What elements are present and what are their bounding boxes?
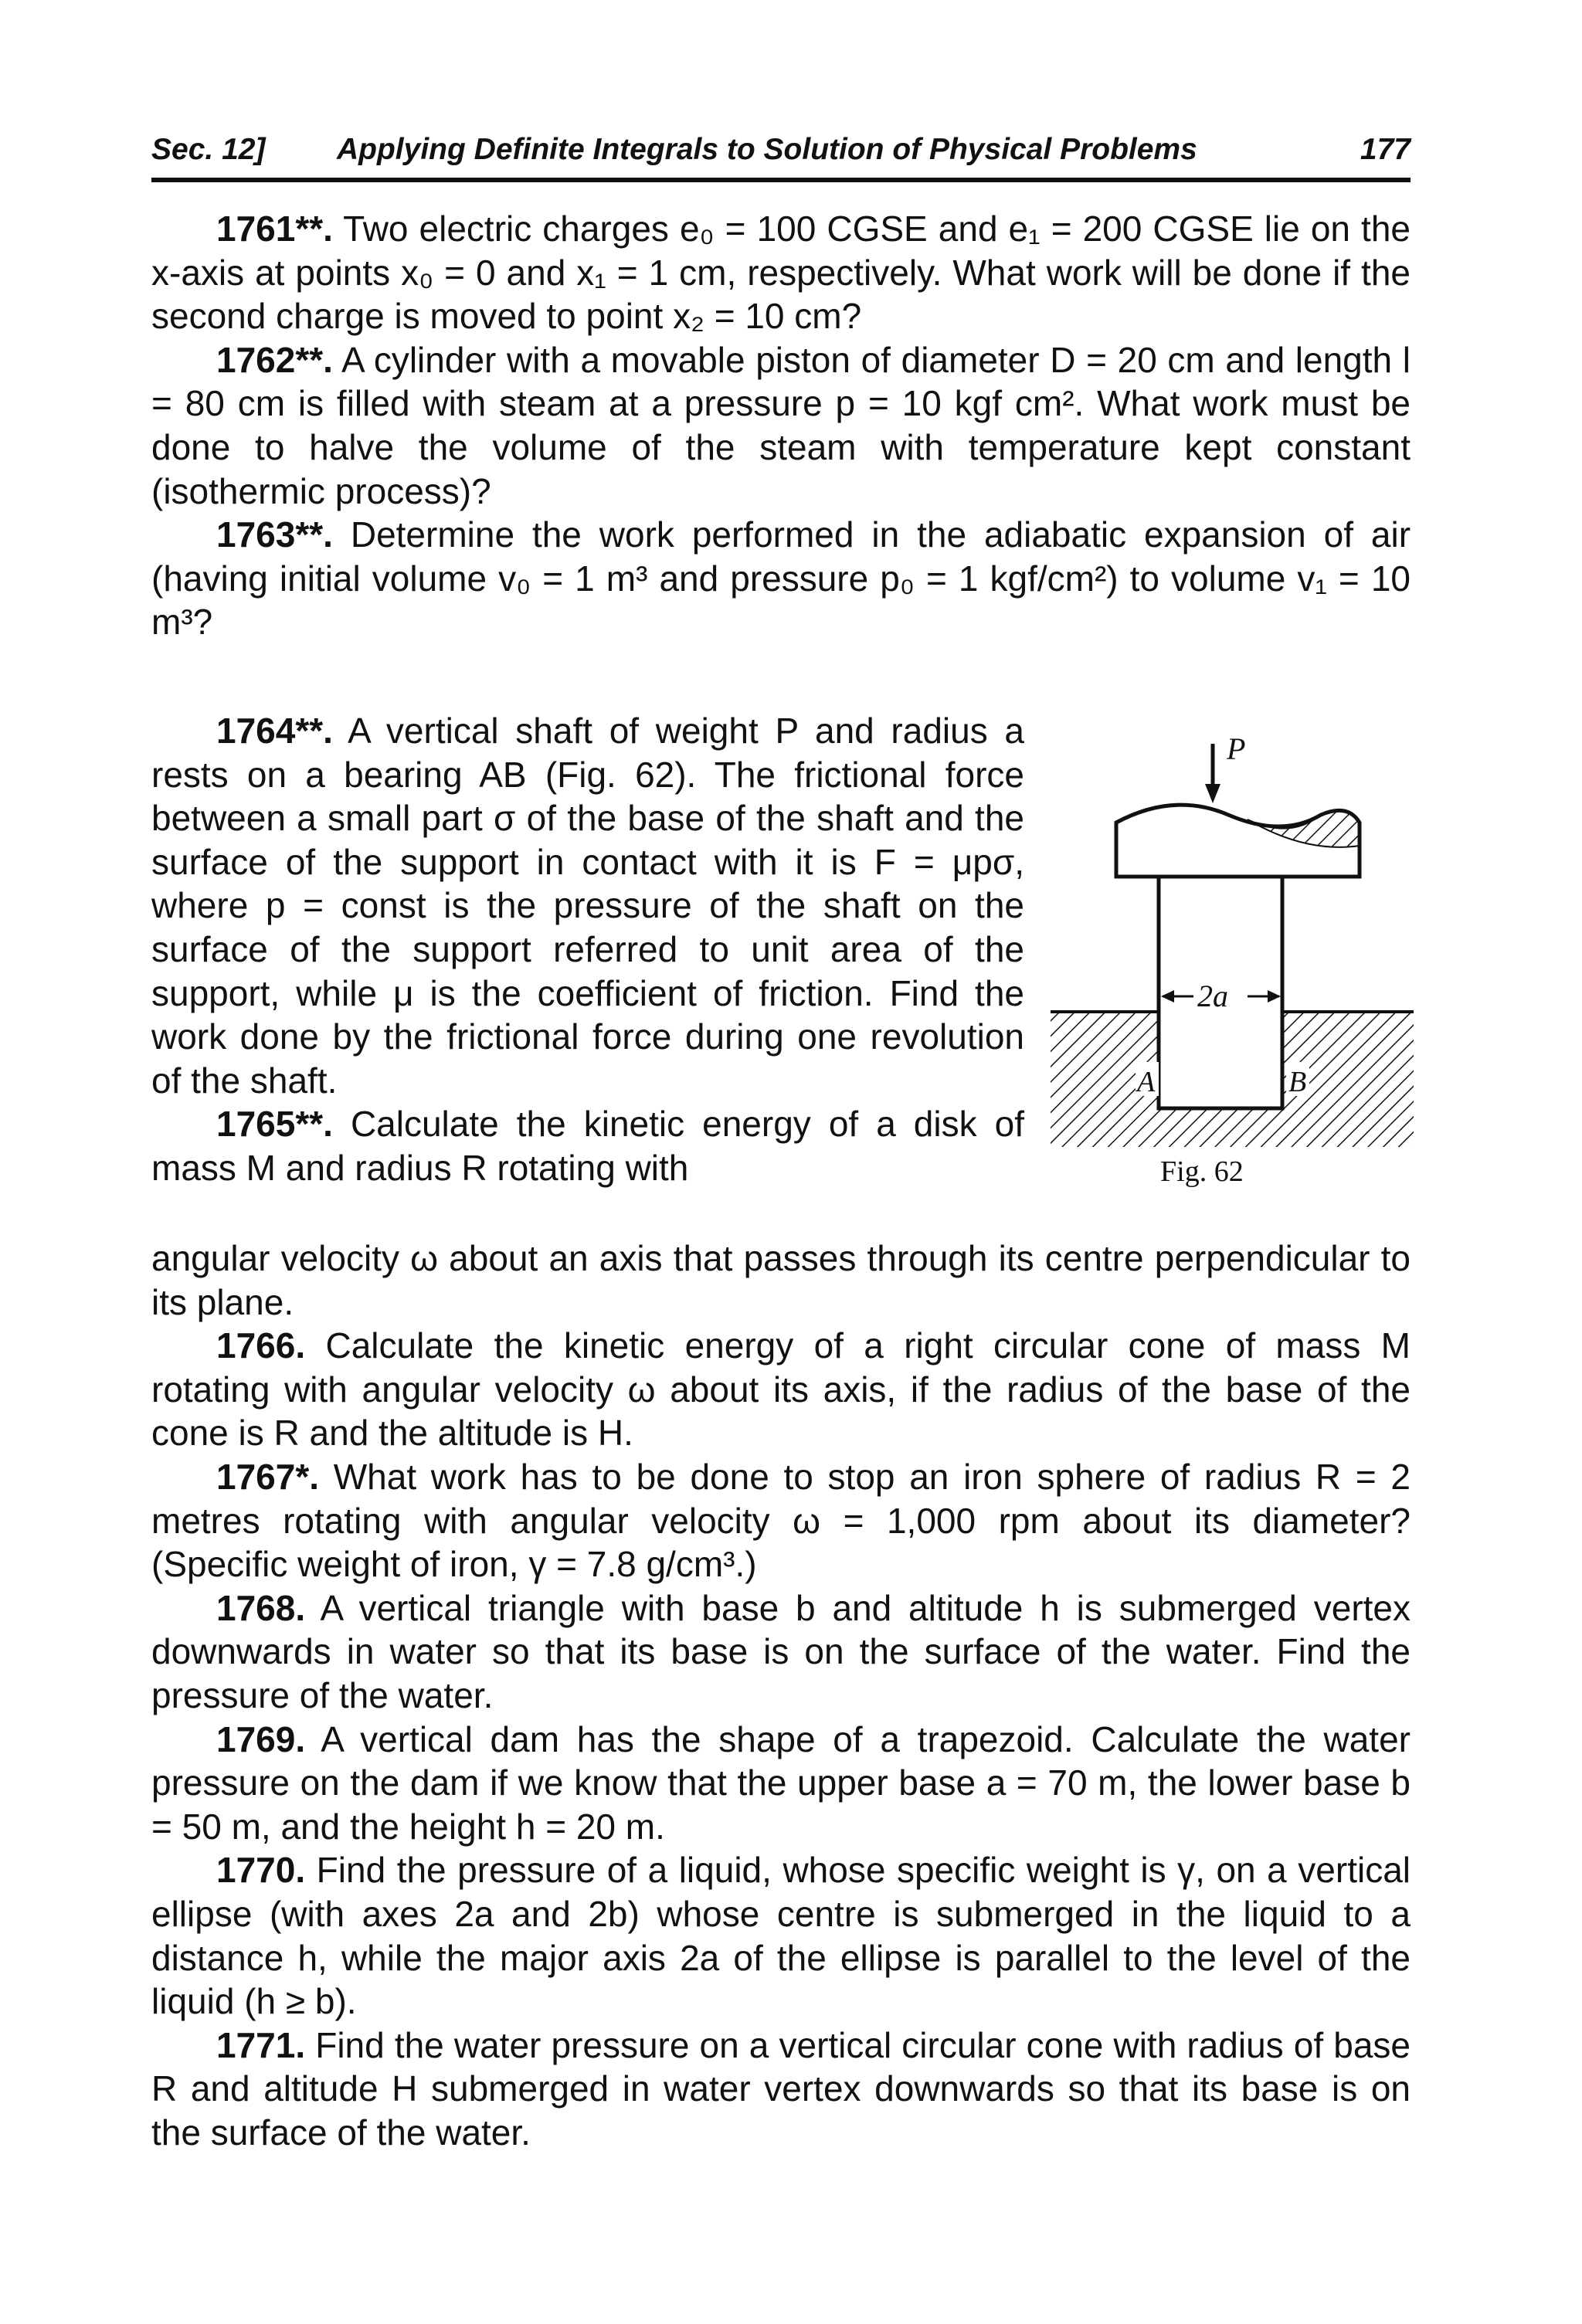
problem-number: 1769. [216,1718,306,1759]
problem-text: angular velocity ω about an axis that passes through its centre perpendicular to its plane. [151,1238,1411,1322]
problem-number: 1767*. [216,1456,320,1497]
problem-number: 1770. [216,1850,306,1891]
problem-1764 [151,709,1024,1102]
problem-text: A cylinder with a movable piston of diameter D = 20 cm and length l = 80 cm is filled with steam at a pressure p = 10 kgf cm². What work must be done to halve the volume of the steam with temperature kept constant (isothermic process)? [151,339,1411,511]
page-header [151,133,1411,170]
problem-1771 [151,2024,1411,2155]
problem-number: 1766. [216,1325,306,1366]
problems-block-beside-figure [151,709,1024,1190]
bearing-under-hatch [1159,1108,1282,1147]
problem-text: Find the water pressure on a vertical circular cone with radius of base R and altitude H submerged in water vertex downwards so that its base is on the surface of the water. [151,2024,1411,2153]
problem-number: 1763**. [216,514,333,555]
problem-text: A vertical triangle with base b and altitude h is submerged vertex downwards in water so that its base is on the surface of the water. Find the pressure of the water. [151,1587,1411,1715]
point-b-label: B [1288,1066,1307,1098]
problem-text: A vertical shaft of weight P and radius a rests on a bearing AB (Fig. 62). The frictional force between a small part σ of the base of the shaft and the surface of the support in contact with it is F = μpσ, where p = const is the pressure of the shaft on the surface of the support referred to unit area of the support, while μ is the coefficient of friction. Find the work done by the frictional force during one revolution of the shaft. [151,711,1024,1101]
problem-text: Calculate the kinetic energy of a right circular cone of mass M rotating with angular velocity ω about its axis, if the radius of the base of the cone is R and the altitude is H. [151,1325,1411,1454]
problems-block-bottom [151,1237,1411,2154]
problem-number: 1762**. [216,339,333,380]
point-a-label: A [1137,1066,1156,1098]
problem-1763 [151,513,1411,644]
section-label: Sec. 12] [151,133,266,166]
force-arrow-icon [1205,744,1220,803]
problem-text: Find the pressure of a liquid, whose specific weight is γ, on a vertical ellipse (with axes 2a and 2b) whose centre is submerged in the liquid to a distance h, while the major axis 2a of the ellipse is parallel to the level of the liquid (h ≥ b). [151,1850,1411,2022]
problem-1765-start [151,1102,1024,1189]
problem-1762 [151,338,1411,513]
dimension-label: 2a [1197,979,1228,1013]
problem-1767 [151,1455,1411,1586]
problem-number: 1771. [216,2024,306,2065]
problem-1769 [151,1718,1411,1849]
header-rule [151,178,1411,182]
problem-text: Two electric charges e₀ = 100 CGSE and e₁ = 200 CGSE lie on the x-axis at points x₀ = 0 and x₁ = 1 cm, respectively. What work will be done if the second charge is moved to point x₂ = 10 cm? [151,209,1411,337]
running-title: Applying Definite Integrals to Solution of Physical Problems [337,133,1197,166]
figure-62-shaft-bearing [1051,699,1414,1213]
problem-1770 [151,1848,1411,2023]
problem-number: 1765**. [216,1104,333,1145]
page-number: 177 [1360,133,1411,166]
figure-caption: Fig. 62 [1160,1155,1244,1188]
problem-number: 1768. [216,1587,306,1628]
problem-text: Determine the work performed in the adiabatic expansion of air (having initial volume v₀ = 1 m³ and pressure p₀ = 1 kgf/cm²) to volume v₁ = 10 m³? [151,514,1411,643]
problem-1765-continued [151,1237,1411,1324]
force-label: P [1227,731,1246,766]
problem-1766 [151,1324,1411,1455]
problem-number: 1761**. [216,209,333,249]
problems-block-top [151,207,1411,644]
problem-text: What work has to be done to stop an iron sphere of radius R = 2 metres rotating with angular velocity ω = 1,000 rpm about its diameter? (Specific weight of iron, γ = 7.8 g/cm³.) [151,1456,1411,1585]
problem-text: A vertical dam has the shape of a trapezoid. Calculate the water pressure on the dam if we know that the upper base a = 70 m, the lower base b = 50 m, and the height h = 20 m. [151,1718,1411,1847]
problem-number: 1764**. [216,711,333,751]
problem-1761 [151,207,1411,338]
problem-1768 [151,1586,1411,1718]
problem-text: Calculate the kinetic energy of a disk of mass M and radius R rotating with [151,1104,1025,1188]
